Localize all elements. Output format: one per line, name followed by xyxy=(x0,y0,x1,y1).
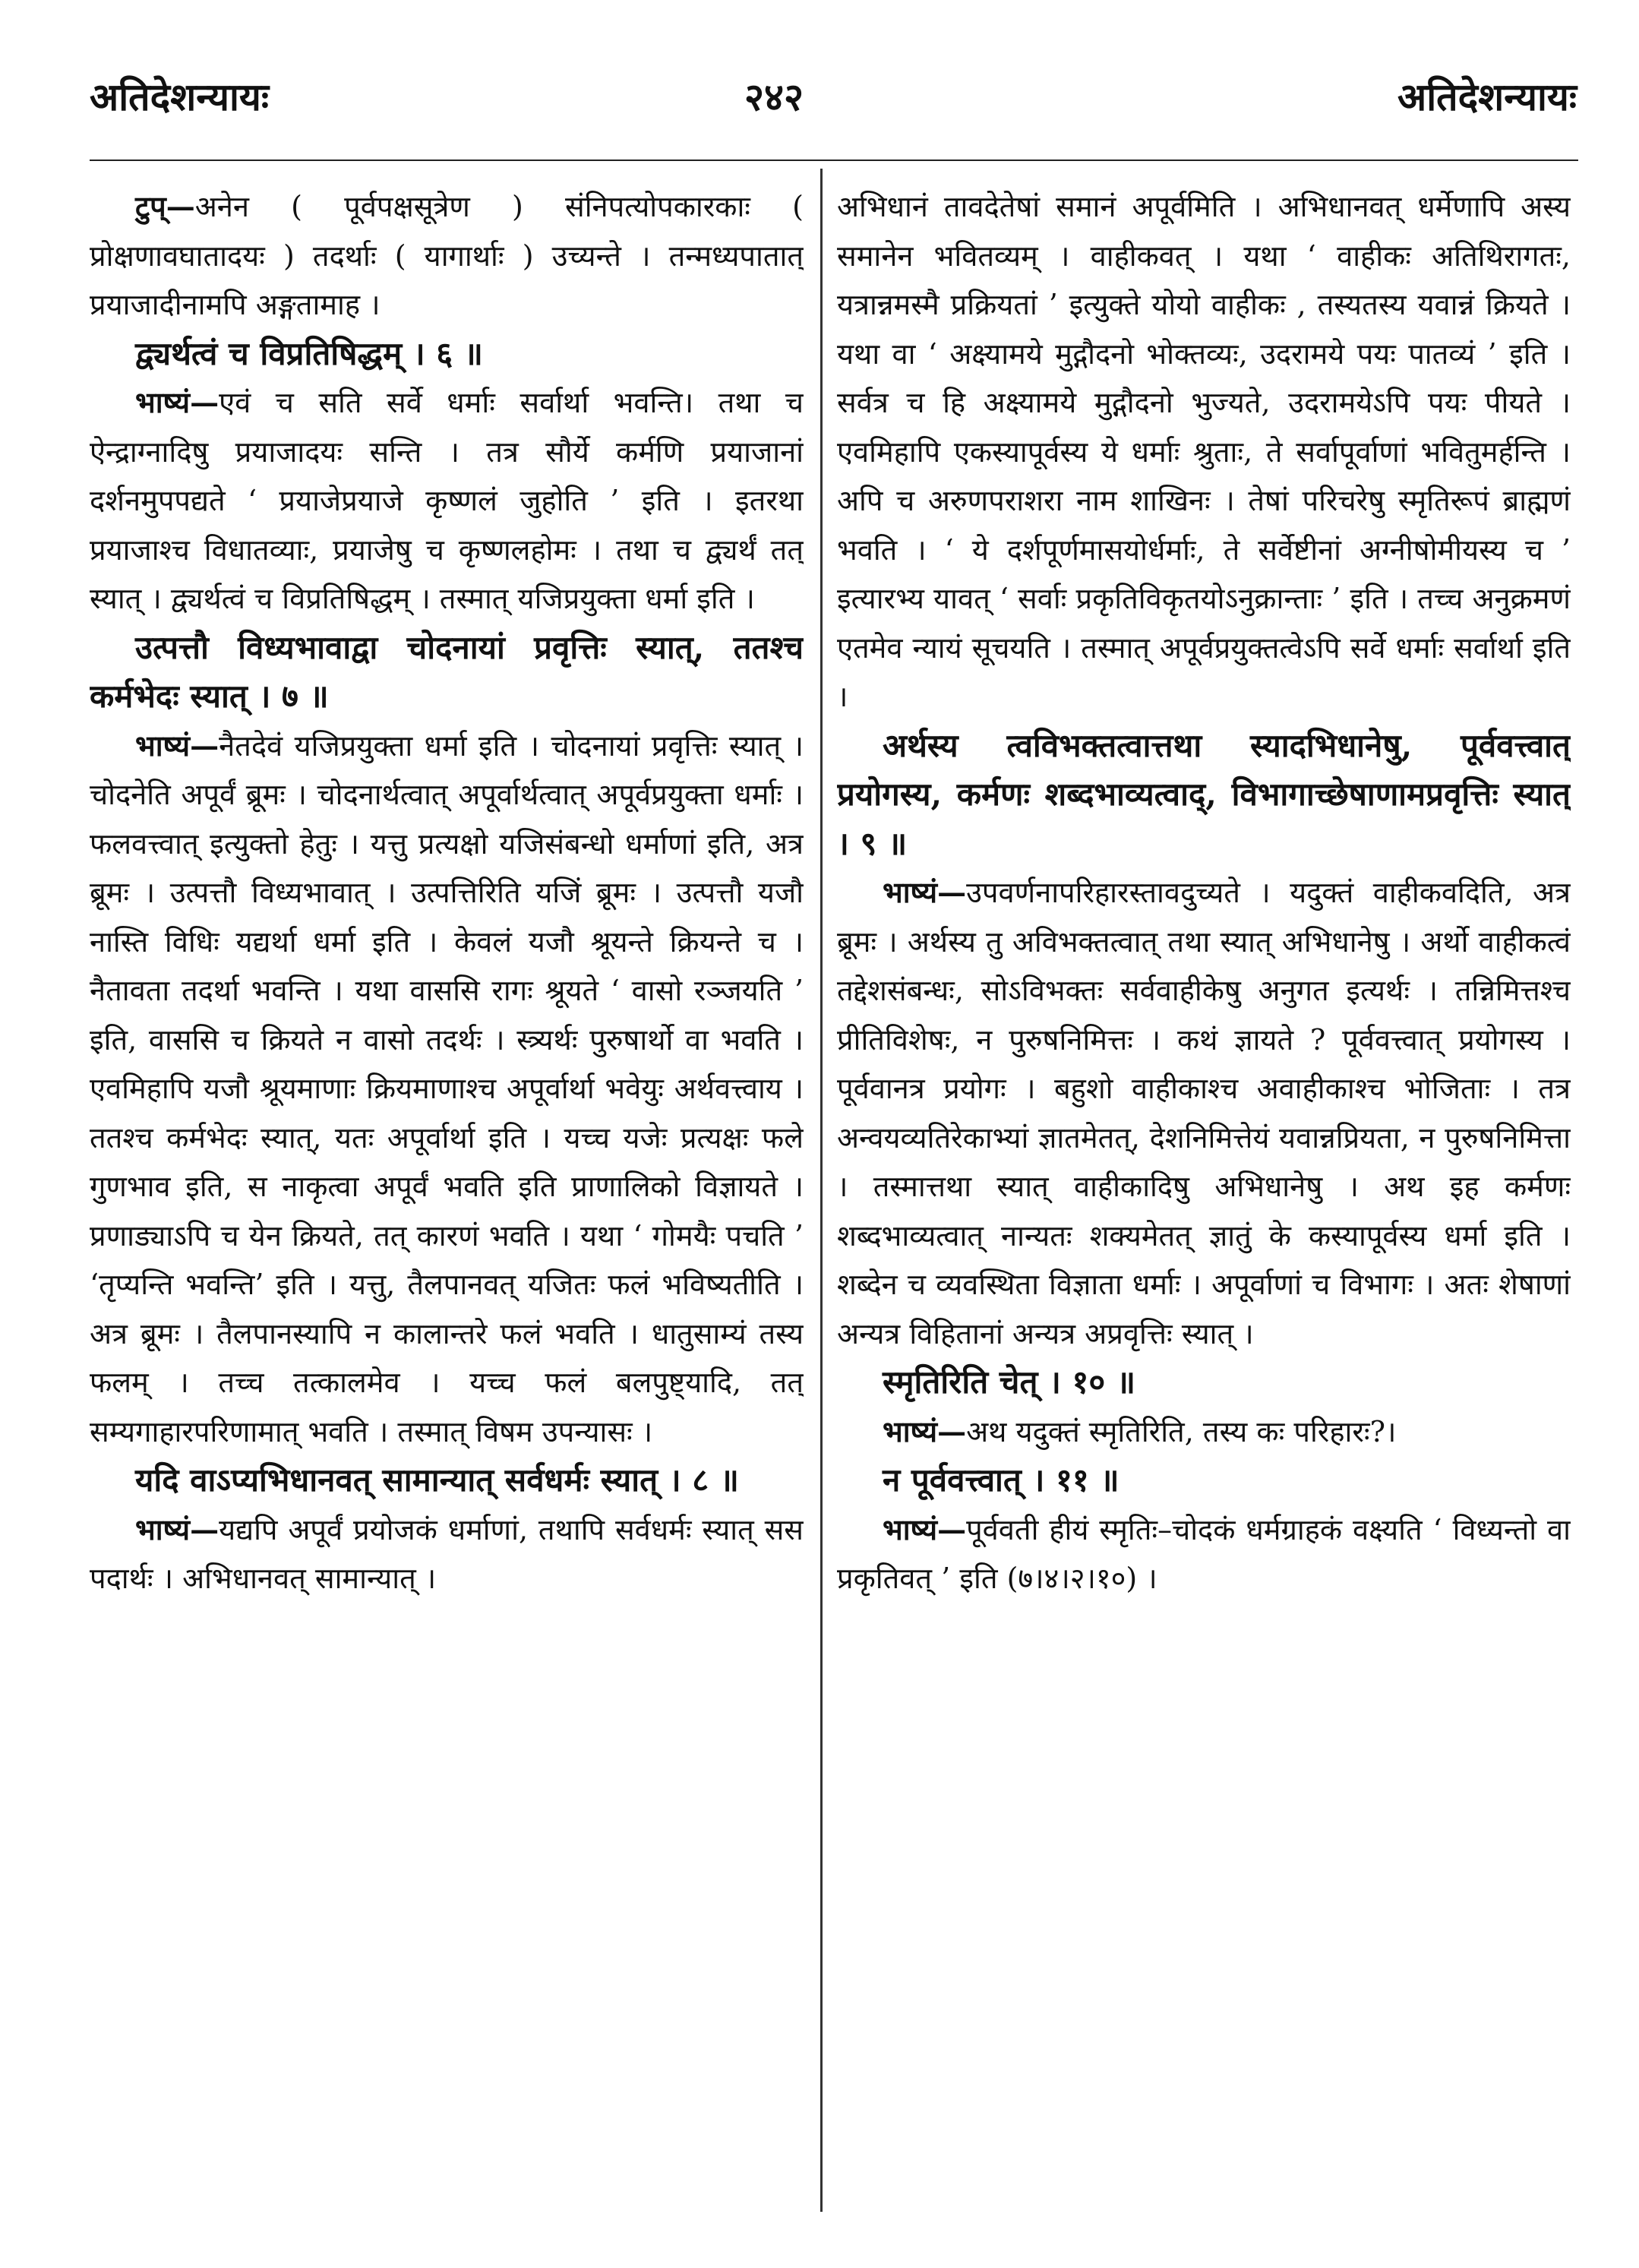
sutra-10: स्मृतिरिति चेत्‌ । १० ॥ xyxy=(883,1363,1136,1401)
bhashya-paragraph xyxy=(837,1407,1571,1457)
commentary-paragraph xyxy=(90,182,804,330)
bhashya-paragraph xyxy=(90,378,804,624)
sutra-9: अर्थस्य त्वविभक्तत्वात्तथा स्यादभिधानेषु, पूर्ववत्त्वात्‌ प्रयोगस्य, कर्मणः शब्दभाव्यत्वाद्‌, विभागाच्छेषाणामप्रवृत्तिः स्यात्‌ । ९ ॥ xyxy=(837,726,1571,862)
running-title-left: अतिदेशन्यायः xyxy=(90,74,269,119)
bhashya-paragraph xyxy=(837,868,1571,1358)
bhashya-label: भाष्यं— xyxy=(135,728,219,763)
sutra-11: न पूर्ववत्त्वात्‌ । ११ ॥ xyxy=(883,1461,1120,1499)
bhashya-paragraph xyxy=(837,1505,1571,1603)
bhashya-text: यद्यपि अपूर्वं प्रयोजकं धर्माणां, तथापि सर्वधर्मः स्यात्‌ सस पदार्थः । अभिधानवत्‌ सामान्यात्‌ । xyxy=(90,1512,804,1595)
sutra-7: उत्पत्तौ विध्यभावाद्वा चोदनायां प्रवृत्तिः स्यात्‌, ततश्च कर्मभेदः स्यात्‌ । ७ ॥ xyxy=(90,628,804,715)
commentary-label: टुप्‌— xyxy=(135,189,195,223)
right-column xyxy=(837,182,1571,2233)
bhashya-label: भाष्यं— xyxy=(135,385,219,419)
bhashya-text: उपवर्णनापरिहारस्तावदुच्यते । यदुक्तं वाहीकवदिति, अत्र ब्रूमः । अर्थस्य तु अविभक्तत्वात्‌ तथा स्यात्‌ अभिधानेषु । अर्थो वाहीकत्वं तद्देशसंबन्धः, सोऽविभक्तः सर्ववाहीकेषु अनुगत इत्यर्थः । तन्निमित्तश्च प्रीतिविशेषः, न पुरुषनिमित्तः । कथं ज्ञायते ? पूर्ववत्त्वात्‌ प्रयोगस्य । पूर्ववानत्र प्रयोगः । बहुशो वाहीकाश्च अवाहीकाश्च भोजिताः । तत्र अन्वयव्यतिरेकाभ्यां ज्ञातमेतत्‌, देशनिमित्तेयं यवान्नप्रियता, न पुरुषनिमित्ता । तस्मात्तथा स्यात्‌ वाहीकादिषु अभिधानेषु । अथ इह कर्मणः शब्दभाव्यत्वात्‌ नान्यतः शक्यमेतत्‌ ज्ञातुं के कस्यापूर्वस्य धर्मा इति । शब्देन च व्यवस्थिता विज्ञाता धर्माः । अपूर्वाणां च विभागः । अतः शेषाणां अन्यत्र विहितानां अन्यत्र अप्रवृत्तिः स्यात्‌ । xyxy=(837,876,1571,1350)
page-number: २४२ xyxy=(744,74,804,119)
bhashya-continuation xyxy=(837,182,1571,722)
bhashya-text: अभिधानं तावदेतेषां समानं अपूर्वमिति । अभिधानवत्‌ धर्मेणापि अस्य समानेन भवितव्यम्‌ । वाहीकवत्‌ । यथा ‘ वाहीकः अतिथिरागतः, यत्रान्नमस्मै प्रक्रियतां ’ इत्युक्ते योयो वाहीकः , तस्यतस्य यवान्नं क्रियते । यथा वा ‘ अक्ष्यामये मुद्गौदनो भोक्तव्यः, उदरामये पयः पातव्यं ’ इति । सर्वत्र च हि अक्ष्यामये मुद्गौदनो भुज्यते, उदरामयेऽपि पयः पीयते । एवमिहापि एकस्यापूर्वस्य ये धर्माः श्रुताः, ते सर्वापूर्वाणां भवितुमर्हन्ति । अपि च अरुणपराशरा नाम शाखिनः । तेषां परिचरेषु स्मृतिरूपं ब्राह्मणं भवति । ‘ ये दर्शपूर्णमासयोर्धर्माः, ते सर्वेष्टीनां अग्नीषोमीयस्य च ’ इत्यारभ्य यावत्‌ ‘ सर्वाः प्रकृतिविकृतयोऽनुक्रान्ताः ’ इति । तच्च अनुक्रमणं एतमेव न्यायं सूचयति । तस्मात्‌ अपूर्वप्रयुक्तत्वेऽपि सर्वे धर्माः सर्वार्था इति । xyxy=(837,190,1571,713)
bhashya-text: नैतदेवं यजिप्रयुक्ता धर्मा इति । चोदनायां प्रवृत्तिः स्यात्‌ । चोदनेति अपूर्वं ब्रूमः । चोदनार्थत्वात्‌ अपूर्वार्थत्वात्‌ अपूर्वप्रयुक्ता धर्माः । फलवत्त्वात्‌ इत्युक्तो हेतुः । यत्तु प्रत्यक्षो यजिसंबन्धो धर्माणां इति, अत्र ब्रूमः । उत्पत्तौ विध्यभावात्‌ । उत्पत्तिरिति यजिं ब्रूमः । उत्पत्तौ यजौ नास्ति विधिः यद्यर्था धर्मा इति । केवलं यजौ श्रूयन्ते क्रियन्ते च । नैतावता तदर्था भवन्ति । यथा वाससि रागः श्रूयते ‘ वासो रञ्जयति ’ इति, वाससि च क्रियते न वासो तदर्थः । स्त्र्यर्थः पुरुषार्थो वा भवति । एवमिहापि यजौ श्रूयमाणाः क्रियमाणाश्च अपूर्वार्था भवेयुः अर्थवत्त्वाय । ततश्च कर्मभेदः स्यात्‌, यतः अपूर्वार्था इति । यच्च यजेः प्रत्यक्षः फले गुणभाव इति, स नाकृत्वा अपूर्वं भवति इति प्राणालिको विज्ञायते । प्रणाड्याऽपि च येन क्रियते, तत्‌ कारणं भवति । यथा ‘ गोमयैः पचति ’ ‘तृप्यन्ति भवन्ति’ इति । यत्तु, तैलपानवत्‌ यजितः फलं भविष्यतीति । अत्र ब्रूमः । तैलपानस्यापि न कालान्तरे फलं भवति । धातुसाम्यं तस्य फलम्‌ । तच्च तत्कालमेव । यच्च फलं बलपुष्ट्यादि, तत्‌ सम्यगाहारपरिणामात्‌ भवति । तस्मात्‌ विषम उपन्यासः । xyxy=(90,728,804,1448)
bhashya-text: पूर्ववती हीयं स्मृतिः–चोदकं धर्मग्राहकं वक्ष्यति ‘ विध्यन्तो वा प्रकृतिवत्‌ ’ इति (७।४।२।१०) । xyxy=(837,1512,1571,1595)
commentary-text: अनेन ( पूर्वपक्षसूत्रेण ) संनिपत्योपकारकाः ( प्रोक्षणावघातादयः ) तदर्थाः ( यागार्थाः ) उच्यन्ते । तन्मध्यपातात्‌ प्रयाजादीनामपि अङ्गतामाह । xyxy=(90,190,804,321)
bhashya-label: भाष्यं— xyxy=(883,1414,967,1448)
bhashya-label: भाष्यं— xyxy=(883,875,967,909)
bhashya-label: भाष्यं— xyxy=(135,1511,219,1546)
bhashya-paragraph xyxy=(90,722,804,1457)
bhashya-paragraph xyxy=(90,1505,804,1603)
left-column xyxy=(90,182,804,2233)
sutra-8: यदि वाऽप्यभिधानवत्‌ सामान्यात्‌ सर्वधर्मः स्यात्‌ । ८ ॥ xyxy=(135,1461,739,1499)
column-divider xyxy=(820,169,823,2212)
bhashya-label: भाष्यं— xyxy=(883,1511,967,1546)
page-header xyxy=(0,70,1639,146)
bhashya-text: अथ यदुक्तं स्मृतिरिति, तस्य कः परिहारः?। xyxy=(966,1414,1397,1448)
running-title-right: अतिदेशन्यायः xyxy=(1397,74,1577,119)
sutra-6: द्व्यर्थत्वं च विप्रतिषिद्धम्‌ । ६ ॥ xyxy=(135,334,483,372)
header-rule xyxy=(90,160,1578,161)
bhashya-text: एवं च सति सर्वे धर्माः सर्वार्था भवन्ति। तथा च ऐन्द्राग्नादिषु प्रयाजादयः सन्ति । तत्र सौर्ये कर्मणि प्रयाजानां दर्शनमुपपद्यते ‘ प्रयाजेप्रयाजे कृष्णलं जुहोति ’ इति । इतरथा प्रयाजाश्च विधातव्याः, प्रयाजेषु च कृष्णलहोमः । तथा च द्व्यर्थं तत्‌ स्यात्‌ । द्व्यर्थत्वं च विप्रतिषिद्धम्‌ । तस्मात्‌ यजिप्रयुक्ता धर्मा इति । xyxy=(90,386,804,615)
